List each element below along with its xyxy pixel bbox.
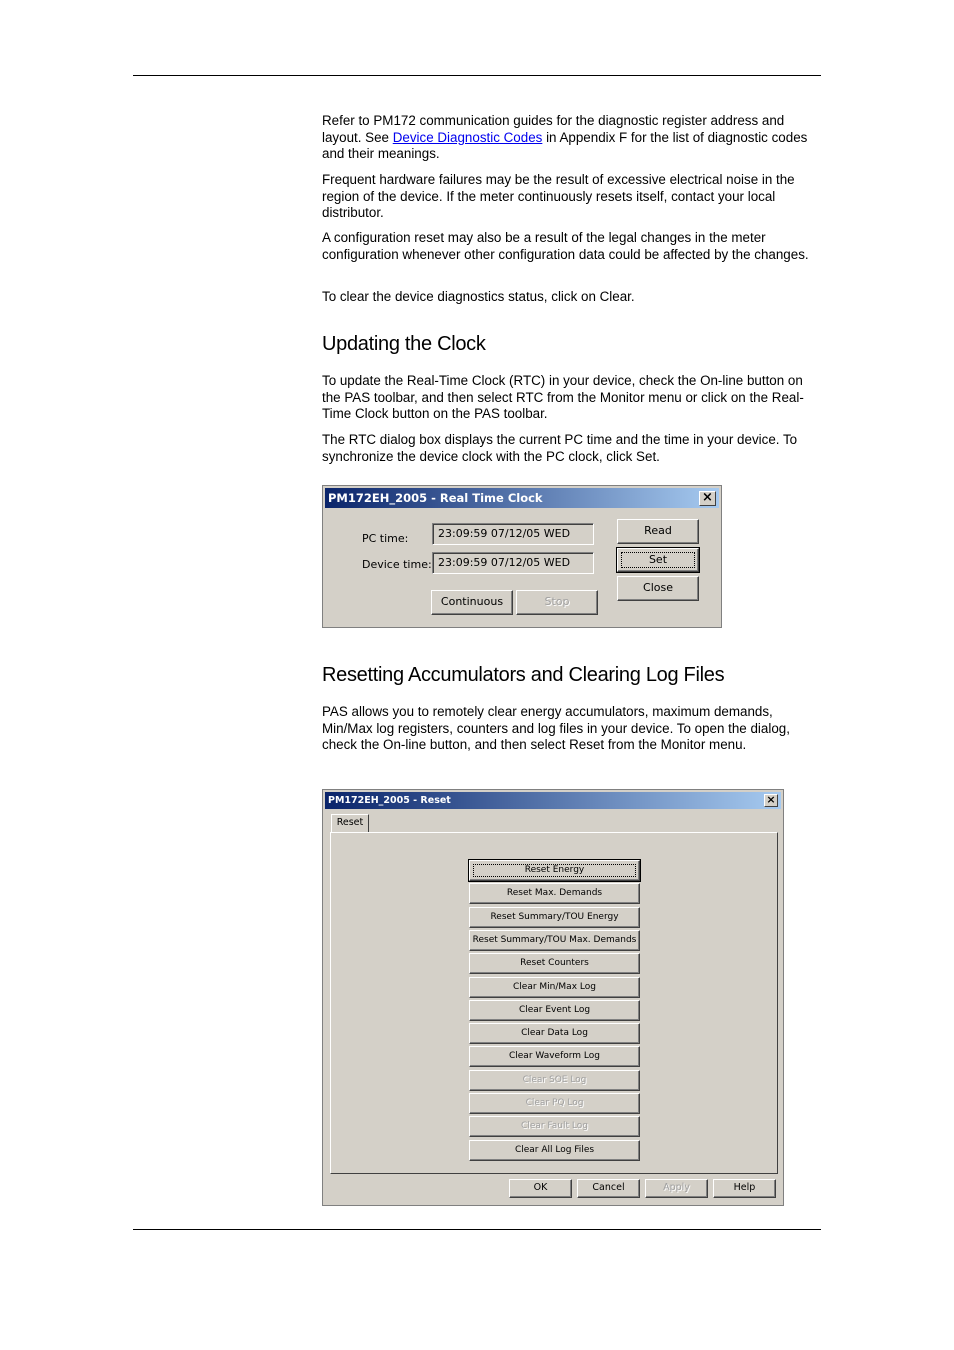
clear-waveform-log-button[interactable]: Clear Waveform Log	[469, 1046, 640, 1067]
paragraph-hardware-failures: Frequent hardware failures may be the result of excessive electrical noise in the region of the device. If the meter continuously resets itself, contact your local distributor.	[322, 172, 795, 220]
reset-summary-tou-energy-button[interactable]: Reset Summary/TOU Energy	[469, 907, 640, 928]
rtc-dialog-titlebar	[325, 488, 719, 508]
ok-button[interactable]: OK	[509, 1179, 572, 1198]
close-icon[interactable]: ×	[764, 794, 778, 807]
set-button[interactable]: Set	[617, 548, 699, 572]
p1-text-b: in Appendix F for the list of diagnostic codes and their meanings.	[322, 129, 808, 161]
read-button[interactable]: Read	[617, 519, 699, 544]
footer-rule	[133, 1229, 821, 1230]
paragraph-pas-reset: PAS allows you to remotely clear energy accumulators, maximum demands, Min/Max log registers, counters and log files in your device. To open the dialog, check the On-line button, and then select Reset from the Monitor menu.	[322, 704, 790, 752]
reset-dialog	[322, 789, 784, 1206]
paragraph-update-rtc: To update the Real-Time Clock (RTC) in your device, check the On-line button on the PAS toolbar, and then select RTC from the Monitor menu or click on the Real-Time Clock button on the PAS toolbar.	[322, 373, 804, 421]
reset-counters-button[interactable]: Reset Counters	[469, 953, 640, 974]
reset-energy-button[interactable]: Reset Energy	[469, 860, 640, 881]
continuous-button[interactable]: Continuous	[431, 590, 513, 615]
reset-tab-panel	[330, 832, 778, 1174]
apply-button: Apply	[645, 1179, 708, 1198]
reset-summary-tou-max-demands-button[interactable]: Reset Summary/TOU Max. Demands	[469, 930, 640, 951]
clear-fault-log-button: Clear Fault Log	[469, 1116, 640, 1137]
device-diagnostic-codes-link[interactable]: Device Diagnostic Codes	[392, 129, 543, 145]
pc-time-label: PC time:	[362, 532, 409, 545]
device-time-field: 23:09:59 07/12/05 WED	[432, 552, 594, 574]
reset-max-demands-button[interactable]: Reset Max. Demands	[469, 883, 640, 904]
close-icon[interactable]: ×	[699, 491, 716, 506]
paragraph-diagnostic-guides	[322, 113, 814, 163]
heading-resetting-accumulators: Resetting Accumulators and Clearing Log Files	[322, 664, 725, 686]
heading-updating-clock: Updating the Clock	[322, 333, 486, 355]
tab-reset[interactable]: Reset	[331, 814, 369, 833]
p1-text-a: Refer to PM172 communication guides for the diagnostic register address and layout. See	[322, 113, 785, 145]
paragraph-configuration-reset: A configuration reset may also be a result of the legal changes in the meter configuration whenever other configuration data could be affected by the changes.	[322, 230, 809, 262]
rtc-dialog	[322, 485, 722, 628]
paragraph-rtc-dialog: The RTC dialog box displays the current PC time and the time in your device. To synchronize the device clock with the PC clock, click Set.	[322, 432, 798, 464]
stop-button: Stop	[516, 590, 598, 615]
rtc-dialog-title: PM172EH_2005 - Real Time Clock	[328, 491, 543, 505]
clear-pq-log-button: Clear PQ Log	[469, 1093, 640, 1114]
clear-event-log-button[interactable]: Clear Event Log	[469, 1000, 640, 1021]
clear-all-log-files-button[interactable]: Clear All Log Files	[469, 1140, 640, 1161]
device-time-label: Device time:	[362, 558, 432, 571]
cancel-button[interactable]: Cancel	[577, 1179, 640, 1198]
close-button[interactable]: Close	[617, 576, 699, 601]
clear-min-max-log-button[interactable]: Clear Min/Max Log	[469, 977, 640, 998]
help-button[interactable]: Help	[713, 1179, 776, 1198]
clear-data-log-button[interactable]: Clear Data Log	[469, 1023, 640, 1044]
paragraph-clear-diagnostics: To clear the device diagnostics status, click on Clear.	[322, 289, 635, 304]
pc-time-field: 23:09:59 07/12/05 WED	[432, 523, 594, 545]
header-rule	[133, 75, 821, 76]
reset-dialog-titlebar	[325, 792, 781, 809]
clear-soe-log-button: Clear SOE Log	[469, 1070, 640, 1091]
reset-dialog-title: PM172EH_2005 - Reset	[328, 795, 451, 806]
